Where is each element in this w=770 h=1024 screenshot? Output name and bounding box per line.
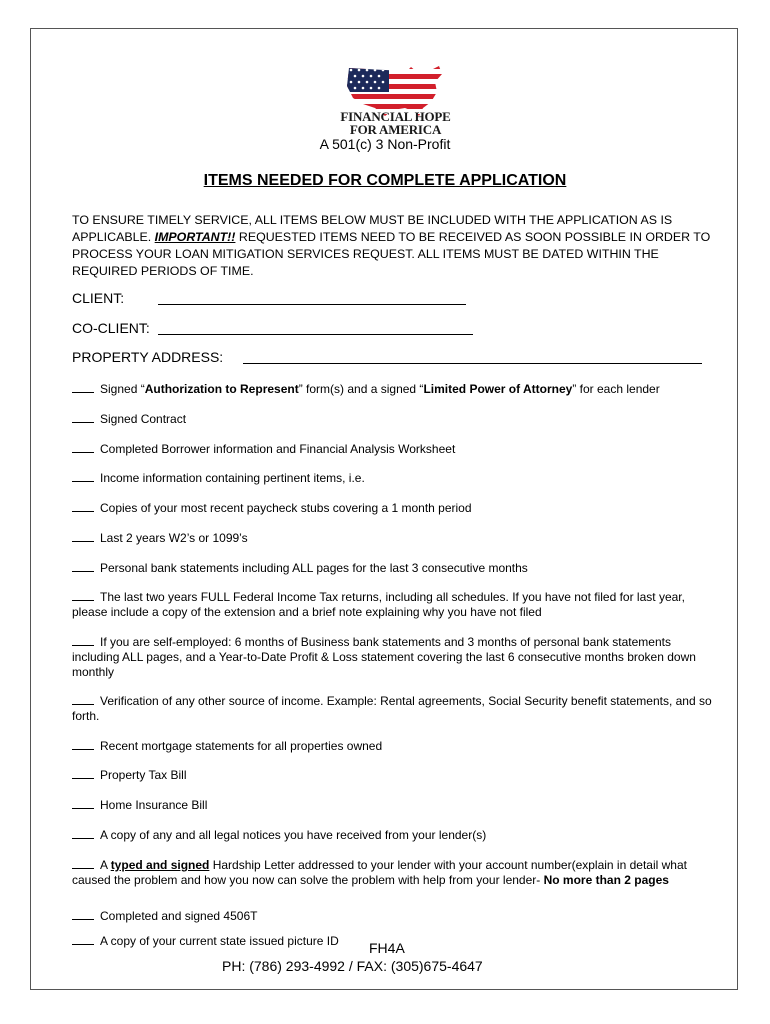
checklist-item: A typed and signed Hardship Letter addressed to your lender with your account number(explain in detail what caused the problem and how you now can solve the problem with help from your lender- No more than 2 pages [72,858,687,887]
intro-text-2: REQUESTED ITEMS NEED TO BE RECEIVED AS SOON POSSIBLE IN ORDER TO PROCESS YOUR LOAN MITIGATION SERVICES REQUEST. ALL ITEMS MUST BE DATED WITHIN THE REQUIRED PERIODS OF TIME. [72,230,711,278]
checkbox-blank[interactable] [72,635,94,646]
property-address-label: PROPERTY ADDRESS: [72,349,224,365]
coclient-field[interactable] [158,322,473,335]
checklist-item: Copies of your most recent paycheck stubs covering a 1 month period [72,501,712,516]
checklist-item: If you are self-employed: 6 months of Business bank statements and 3 months of personal bank statements including ALL pages, and a Year-to-Date Profit & Loss statement covering the last 6 consecutive months broken down monthly [72,635,696,679]
checklist-item: Verification of any other source of income. Example: Rental agreements, Social Security benefit statements, and so forth. [72,694,712,723]
checklist-item: The last two years FULL Federal Income Tax returns, including all schedules. If you have not filed for last year, please include a copy of the extension and a brief note explaining why you have not filed [72,590,685,619]
logo-wordmark [338,110,453,136]
coclient-label: CO-CLIENT: [72,320,150,336]
checkbox-blank[interactable] [72,768,94,779]
checkbox-blank[interactable] [72,531,94,542]
logo-line-1: FINANCIAL HOPE [340,109,451,124]
checkbox-blank[interactable] [72,934,94,945]
checkbox-blank[interactable] [72,590,94,601]
checkbox-blank[interactable] [72,909,94,920]
checklist-item: Home Insurance Bill [72,798,712,813]
checklist-item: Income information containing pertinent items, i.e. [72,471,712,486]
checkbox-blank[interactable] [72,739,94,750]
page-title: ITEMS NEEDED FOR COMPLETE APPLICATION [203,172,567,189]
logo-line-2: FOR AMERICA [349,122,442,137]
important-label: IMPORTANT!! [154,230,236,244]
checkbox-blank[interactable] [72,694,94,705]
intro-paragraph [72,212,712,280]
checkbox-blank[interactable] [72,828,94,839]
checkbox-blank[interactable] [72,561,94,572]
client-field[interactable] [158,292,466,305]
checkbox-blank[interactable] [72,412,94,423]
checkbox-blank[interactable] [72,382,94,393]
checklist-item: Signed Contract [72,412,712,427]
form-code: FH4A [369,940,405,956]
checklist-item: A copy of your current state issued picture ID [72,934,712,949]
checklist-item: Personal bank statements including ALL pages for the last 3 consecutive months [72,561,712,576]
checklist-item: A copy of any and all legal notices you have received from your lender(s) [72,828,712,843]
checkbox-blank[interactable] [72,471,94,482]
checkbox-blank[interactable] [72,858,94,869]
organization-subtitle: A 501(c) 3 Non-Profit [319,136,451,152]
checklist-item: Signed “Authorization to Represent” form(s) and a signed “Limited Power of Attorney” for each lender [72,382,712,397]
property-address-field[interactable] [243,351,702,364]
checklist-item: Completed and signed 4506T [72,909,712,924]
checkbox-blank[interactable] [72,442,94,453]
checkbox-blank[interactable] [72,798,94,809]
checklist-item: Property Tax Bill [72,768,712,783]
checklist-item: Last 2 years W2’s or 1099’s [72,531,712,546]
checkbox-blank[interactable] [72,501,94,512]
client-label: CLIENT: [72,290,125,306]
contact-phone-fax: PH: (786) 293-4992 / FAX: (305)675-4647 [222,958,483,974]
intro-text-1: TO ENSURE TIMELY SERVICE, ALL ITEMS BELOW MUST BE INCLUDED WITH THE APPLICATION AS IS APPLICABLE. [72,213,673,244]
checklist-item: Recent mortgage statements for all properties owned [72,739,712,754]
checklist-item: Completed Borrower information and Financial Analysis Worksheet [72,442,712,457]
